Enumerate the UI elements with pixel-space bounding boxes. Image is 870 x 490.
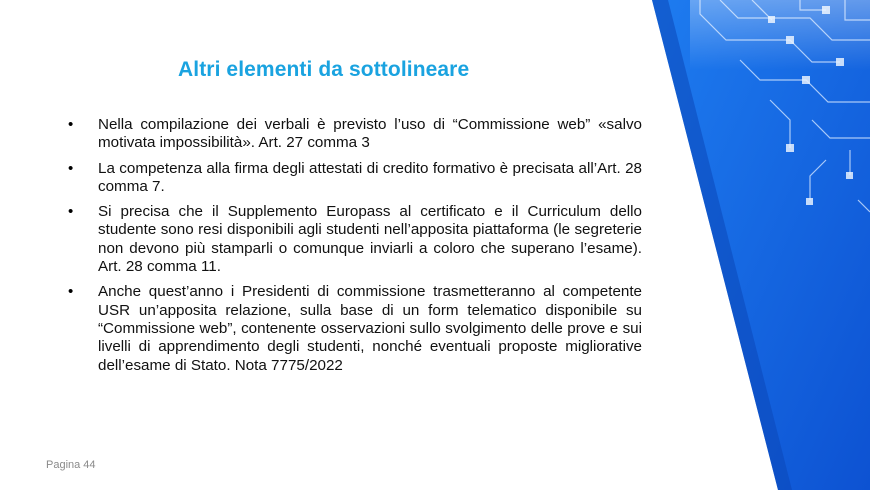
bullet-text: Si precisa che il Supplemento Europass al certificato e il Curriculum dello studente sono resi disponibili agli studenti nell’apposita piattaforma (le segreterie non devono più stamparli o comunque inviarli a coloro che superano l’esame). Art. 28 comma 11. [98, 203, 642, 276]
bullet-icon: • [68, 283, 74, 301]
bullet-item [60, 116, 642, 153]
slide-title: Altri elementi da sottolineare [178, 58, 470, 81]
circuit-fade [690, 0, 870, 70]
bullet-list [60, 116, 642, 382]
page-number: Pagina 44 [46, 459, 96, 471]
bullet-text: Nella compilazione dei verbali è previsto l’uso di “Commissione web” «salvo motivata impossibilità». Art. 27 comma 3 [98, 116, 642, 152]
bullet-text: La competenza alla firma degli attestati di credito formativo è precisata all’Art. 28 comma 7. [98, 159, 642, 195]
bullet-icon: • [68, 159, 74, 177]
bullet-item [60, 160, 642, 197]
bullet-text: Anche quest’anno i Presidenti di commissione trasmetteranno al competente USR un’apposita relazione, sulla base di un form telematico disponibile su “Commissione web”, contenente osservazioni sullo svolgimento delle prove e sui livelli di apprendimento degli studenti, nonché eventuali proposte migliorative dell’esame di Stato. Nota 7775/2022 [98, 283, 642, 374]
bullet-icon: • [68, 203, 74, 221]
bullet-item [60, 203, 642, 276]
bullet-item [60, 283, 642, 374]
bullet-icon: • [68, 116, 74, 133]
